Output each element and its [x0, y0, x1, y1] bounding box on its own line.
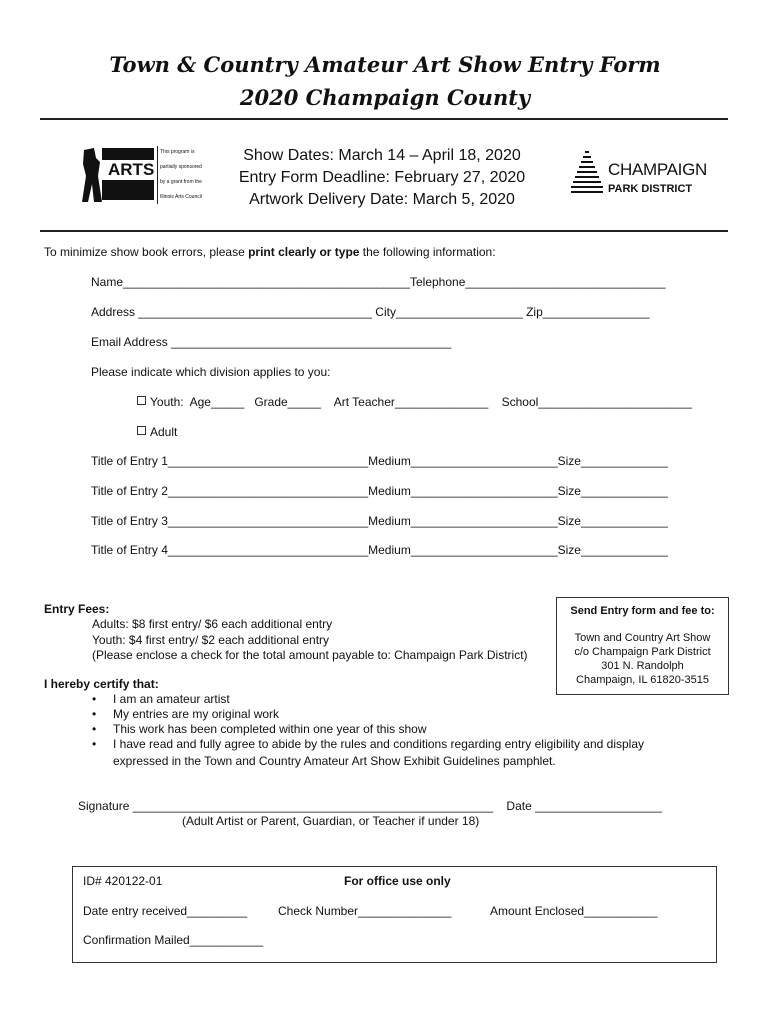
- entry-row[interactable]: Title of Entry 4______________________________Medium______________________Size_____________: [91, 543, 668, 557]
- park-sub: PARK DISTRICT: [608, 183, 693, 195]
- form-subtitle: 2020 Champaign County: [239, 85, 531, 110]
- office-id: ID# 420122-01: [83, 874, 163, 888]
- entry-row[interactable]: Title of Entry 2______________________________Medium______________________Size_____________: [91, 484, 668, 498]
- fees-adults: Adults: $8 first entry/ $6 each additional entry: [92, 617, 333, 631]
- adult-checkbox[interactable]: [137, 426, 146, 435]
- arts-word: ARTS: [108, 160, 155, 179]
- list-item: • My entries are my original work: [92, 707, 644, 722]
- certify-continuation: expressed in the Town and Country Amateur Art Show Exhibit Guidelines pamphlet.: [113, 754, 556, 768]
- tree-icon: [570, 150, 604, 196]
- date-received-field[interactable]: Date entry received_________: [83, 904, 248, 918]
- check-number-field[interactable]: Check Number______________: [278, 904, 452, 918]
- top-rule: [40, 118, 728, 120]
- entry-deadline: Entry Form Deadline: February 27, 2020: [238, 169, 526, 186]
- list-item: • This work has been completed within one year of this show: [92, 722, 644, 737]
- show-dates: Show Dates: March 14 – April 18, 2020: [243, 147, 521, 164]
- email-field[interactable]: Email Address __________________________________________: [91, 335, 452, 349]
- youth-division[interactable]: Youth: Age_____ Grade_____ Art Teacher______________ School_______________________: [137, 395, 692, 409]
- list-item: • I have read and fully agree to abide by the rules and conditions regarding entry eligibility and display: [92, 737, 644, 752]
- office-heading: For office use only: [344, 874, 451, 888]
- fees-youth: Youth: $4 first entry/ $2 each additional entry: [92, 633, 330, 647]
- address-field[interactable]: Address ___________________________________ City___________________ Zip________________: [91, 305, 650, 319]
- certify-list: [92, 692, 644, 752]
- entry-row[interactable]: Title of Entry 3______________________________Medium______________________Size_____________: [91, 514, 668, 528]
- youth-checkbox[interactable]: [137, 396, 146, 405]
- division-prompt: Please indicate which division applies to you:: [91, 365, 331, 379]
- fees-heading: Entry Fees:: [44, 602, 110, 616]
- form-title: Town & Country Amateur Art Show Entry Form: [109, 52, 661, 77]
- figure-icon: [80, 146, 104, 204]
- park-district-logo: [570, 150, 710, 200]
- send-heading: Send Entry form and fee to:: [570, 605, 715, 617]
- intro-text: To minimize show book errors, please print clearly or type the following information:: [44, 245, 496, 259]
- list-item: • I am an amateur artist: [92, 692, 644, 707]
- certify-heading: I hereby certify that:: [44, 677, 159, 691]
- delivery-date: Artwork Delivery Date: March 5, 2020: [249, 191, 515, 208]
- signature-date-field[interactable]: Signature ______________________________________________________ Date ___________________: [78, 799, 662, 813]
- send-to-box: [556, 597, 729, 695]
- arts-council-logo: ARTS This program is partially sponsored by a grant from the Illinois Arts Council: [80, 146, 210, 206]
- adult-division[interactable]: Adult: [137, 425, 177, 439]
- signature-note: (Adult Artist or Parent, Guardian, or Teacher if under 18): [182, 814, 480, 828]
- header-rule: [40, 230, 728, 232]
- amount-enclosed-field[interactable]: Amount Enclosed___________: [490, 904, 658, 918]
- name-telephone-field[interactable]: Name___________________________________________Telephone______________________________: [91, 275, 666, 289]
- office-use-box: [72, 866, 717, 963]
- entry-row[interactable]: Title of Entry 1______________________________Medium______________________Size_____________: [91, 454, 668, 468]
- send-address: Town and Country Art Show c/o Champaign Park District 301 N. Randolph Champaign, IL 61820-3515: [574, 632, 711, 686]
- fees-note: (Please enclose a check for the total amount payable to: Champaign Park District): [92, 648, 528, 662]
- confirmation-mailed-field[interactable]: Confirmation Mailed___________: [83, 933, 264, 947]
- park-name: CHAMPAIGN: [608, 160, 707, 179]
